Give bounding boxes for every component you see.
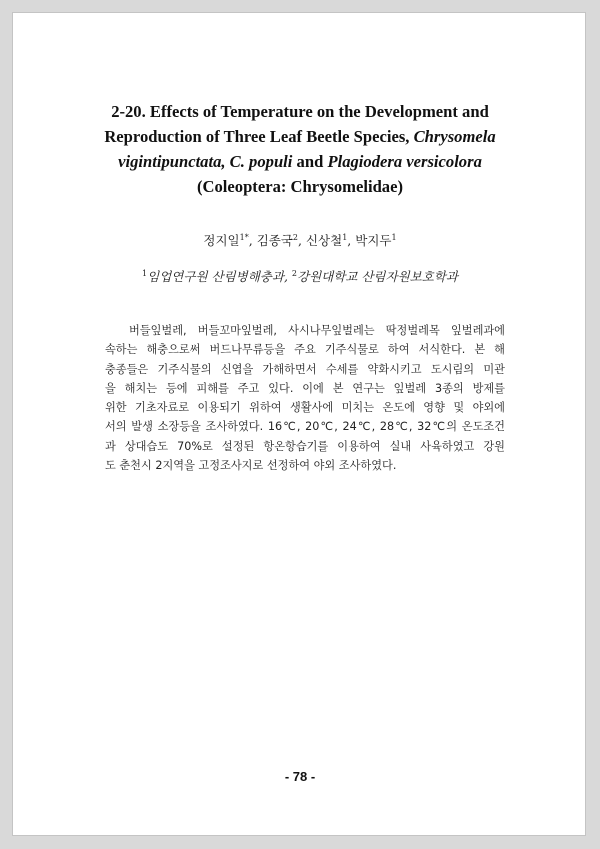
species-names-vigintipunctata-populi: vigintipunctata, C. populi (118, 152, 293, 171)
author-name: 신상철 (305, 233, 343, 248)
title-line-4: (Coleoptera: Chrysomelidae) (197, 177, 403, 196)
title-conjunction: and (292, 152, 328, 171)
affiliation-mark: 1 (142, 268, 148, 278)
abstract-line: 충종들은 기주식물의 신엽을 가해하면서 수세를 약화시키고 도시림의 미관 (105, 362, 505, 376)
abstract-line: 속하는 해충으로써 버드나무류등을 주요 기주식물로 하여 서식한다. 본 해 (105, 343, 505, 357)
affiliation-name: 강원대학교 산림자원보호학과 (297, 269, 458, 284)
abstract-line: 과 상대습도 70%로 설정된 항온항습기를 이용하여 실내 사육하였고 강원 (105, 439, 505, 453)
author-name: 김종국 (256, 233, 293, 248)
author-affiliation-mark: 1 (342, 232, 348, 242)
paper-title (53, 99, 547, 199)
affiliation-mark: 2 (291, 268, 297, 278)
author-list: 정지일$^{1*}$, 김종국$^2$, 신상철$^1$, 박지두$^1$ (203, 232, 397, 248)
species-name-plagiodera: Plagiodera versicolora (327, 152, 482, 171)
species-name-chrysomela: Chrysomela (413, 127, 496, 146)
abstract-line: 도 춘천시 2지역을 고정조사지로 선정하여 야외 조사하였다. (105, 459, 397, 473)
affiliation-list: $^1$임업연구원 산림병해충과, $^2$강원대학교 산림자원보호학과 (142, 268, 458, 284)
abstract-line: 버들잎벌레, 버들꼬마잎벌레, 사시나무잎벌레는 딱정벌레목 잎벌레과에 (129, 324, 505, 337)
author-affiliation-mark: 1 (391, 232, 397, 242)
author-name: 정지일 (203, 233, 240, 248)
author-affiliation-mark: 1* (239, 232, 249, 242)
abstract-paragraph (105, 321, 505, 475)
title-line-3 (53, 149, 547, 174)
abstract-line: 위한 기초자료로 이용되기 위하여 생활사에 미치는 온도에 영향 및 야외에 (105, 401, 505, 415)
affiliation-name: 임업연구원 산림병해충과 (147, 269, 284, 284)
document-page (12, 12, 586, 836)
abstract-line: 서의 발생 소장등을 조사하였다. 16℃, 20℃, 24℃, 28℃, 32℃의 온도조건 (105, 420, 505, 434)
title-line-2 (53, 124, 547, 149)
author-name: 박지두 (355, 233, 392, 248)
author-affiliation-mark: 2 (292, 232, 299, 242)
title-line-2-text: Reproduction of Three Leaf Beetle Species, (104, 127, 414, 146)
abstract-line: 을 해치는 등에 피해를 주고 있다. 이에 본 연구는 잎벌레 3종의 방제를 (105, 381, 505, 395)
title-line-1: 2-20. Effects of Temperature on the Development and (111, 102, 489, 121)
page-number: - 78 - (284, 769, 316, 784)
